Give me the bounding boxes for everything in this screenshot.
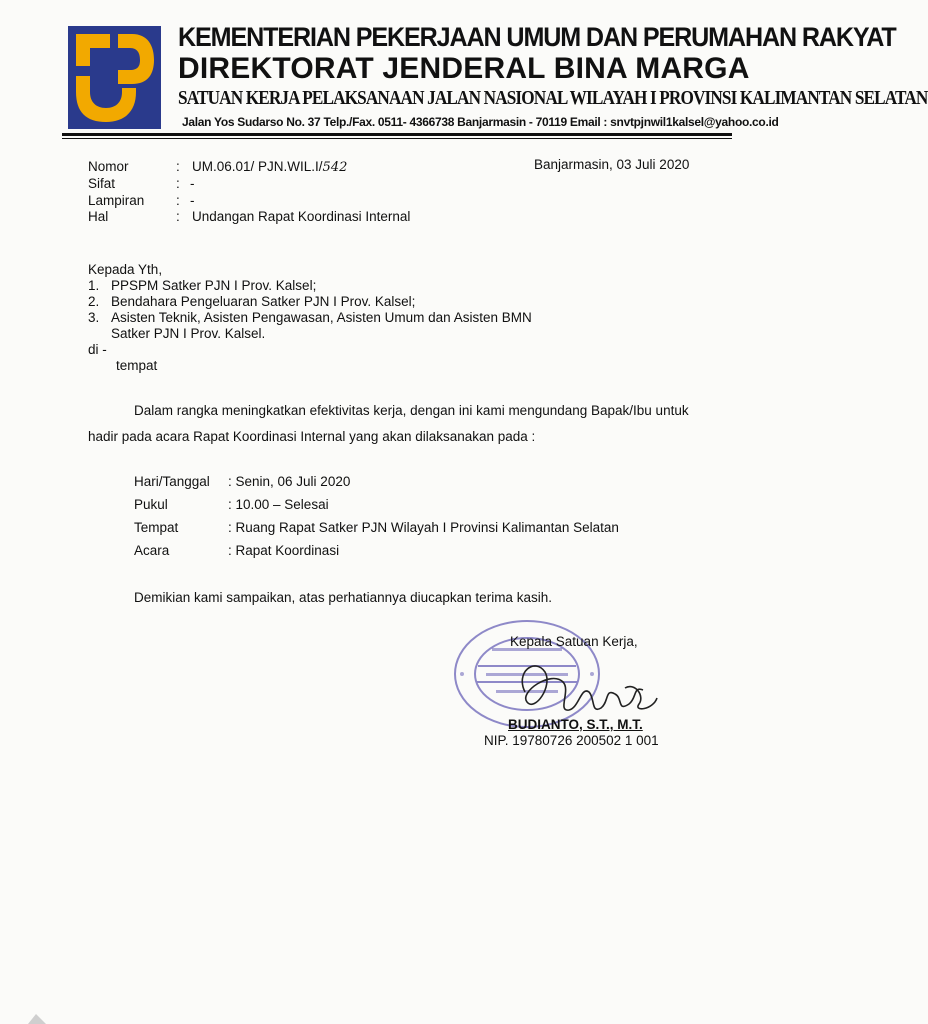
recipient-number: 1. [88,278,100,293]
meta-colon: : [176,193,180,208]
body-intro-line2: hadir pada acara Rapat Koordinasi Internal yang akan dilaksanakan pada : [88,429,536,444]
recipient-item: PPSPM Satker PJN I Prov. Kalsel; [111,278,317,293]
recipients-greeting: Kepada Yth, [88,262,163,277]
detail-value: : Senin, 06 Juli 2020 [228,474,351,489]
meta-label-lampiran: Lampiran [88,193,145,208]
recipient-item: Asisten Teknik, Asisten Pengawasan, Asisten Umum dan Asisten BMN [111,310,532,325]
signature-icon [505,652,665,722]
page-corner-mark-icon [28,1012,46,1024]
recipient-item: Bendahara Pengeluaran Satker PJN I Prov. Kalsel; [111,294,416,309]
meta-value-nomor: UM.06.01/ PJN.WIL.I/542 [192,159,348,175]
recipients-tempat: tempat [116,358,158,373]
meta-label-sifat: Sifat [88,176,116,191]
recipients-di: di - [88,342,107,357]
pu-logo-icon [68,26,161,129]
detail-label: Pukul [134,497,168,512]
detail-label: Hari/Tanggal [134,474,210,489]
meta-label-hal: Hal [88,209,109,224]
body-intro-line1: Dalam rangka meningkatkan efektivitas kerja, dengan ini kami mengundang Bapak/Ibu untuk [134,403,689,418]
handwritten-number: 542 [322,160,348,175]
recipient-item-continued: Satker PJN I Prov. Kalsel. [111,326,266,341]
meta-value-hal: Undangan Rapat Koordinasi Internal [192,209,411,224]
detail-value: : Ruang Rapat Satker PJN Wilayah I Provinsi Kalimantan Selatan [228,520,619,535]
letterhead-unit: SATUAN KERJA PELAKSANAAN JALAN NASIONAL WILAYAH I PROVINSI KALIMANTAN SELATAN [178,87,928,109]
header-rule-thick [62,133,732,136]
meta-value-lampiran: - [190,193,195,208]
signature-name: BUDIANTO, S.T., M.T. [508,717,643,732]
detail-value: : Rapat Koordinasi [228,543,340,558]
letterhead-directorate: DIREKTORAT JENDERAL BINA MARGA [178,52,750,85]
signature-title: Kepala Satuan Kerja, [510,634,638,649]
header-rule-thin [62,138,732,139]
meta-colon: : [176,159,180,174]
meta-colon: : [176,176,180,191]
body-closing: Demikian kami sampaikan, atas perhatiannya diucapkan terima kasih. [134,590,552,605]
detail-label: Tempat [134,520,179,535]
detail-label: Acara [134,543,170,558]
detail-value: : 10.00 – Selesai [228,497,329,512]
letterhead-address: Jalan Yos Sudarso No. 37 Telp./Fax. 0511- 4366738 Banjarmasin - 70119 Email : snvtpjnwil1kalsel@yahoo.co.id [182,115,779,129]
signature-nip: NIP. 19780726 200502 1 001 [484,733,659,748]
place-date: Banjarmasin, 03 Juli 2020 [534,157,690,172]
recipient-number: 3. [88,310,100,325]
recipient-number: 2. [88,294,100,309]
letterhead-ministry: KEMENTERIAN PEKERJAAN UMUM DAN PERUMAHAN RAKYAT [178,22,896,52]
meta-colon: : [176,209,180,224]
meta-label-nomor: Nomor [88,159,129,174]
meta-value-sifat: - [190,176,195,191]
